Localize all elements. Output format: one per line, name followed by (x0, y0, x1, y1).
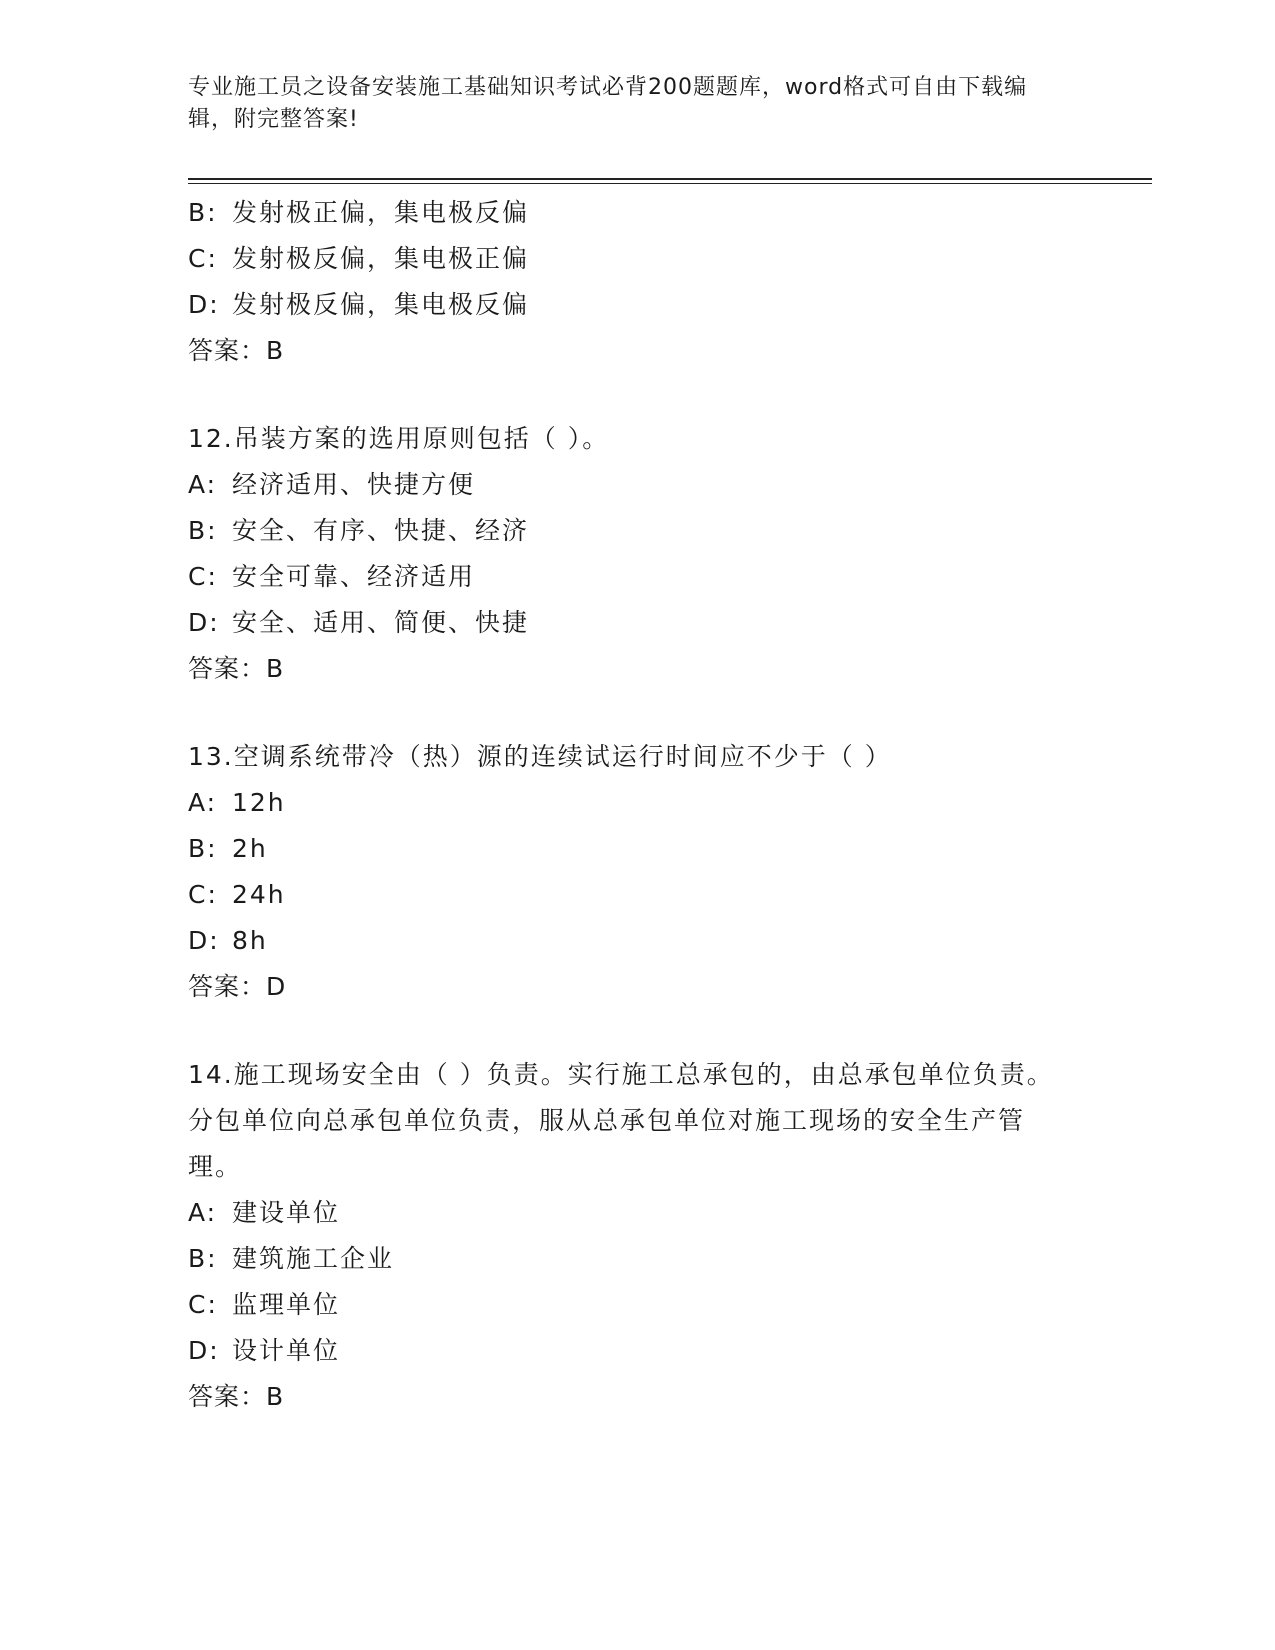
document-title: 专业施工员之设备安装施工基础知识考试必背200题题库，word格式可自由下载编辑，附完整答案! (188, 75, 1028, 132)
header-divider-thick (188, 178, 1152, 180)
option-label: B: (188, 198, 218, 227)
option-label: A: (188, 470, 218, 499)
question-stem: 14.施工现场安全由（ ）负责。实行施工总承包的，由总承包单位负责。分包单位向总承包单位负责，服从总承包单位对施工现场的安全生产管理。 (188, 1060, 1054, 1181)
option-text: 建设单位 (232, 1198, 341, 1227)
option-d (188, 600, 1068, 646)
question-block-12 (188, 416, 1068, 692)
option-d (188, 282, 1068, 328)
option-b (188, 826, 1068, 872)
option-text: 安全、有序、快捷、经济 (232, 516, 530, 545)
option-label: B: (188, 1244, 218, 1273)
option-text: 2h (232, 834, 268, 863)
option-text: 发射极反偏，集电极正偏 (232, 244, 530, 273)
option-a (188, 462, 1068, 508)
option-c (188, 236, 1068, 282)
option-a (188, 1190, 1068, 1236)
option-label: C: (188, 880, 218, 909)
answer-line: 答案：B (188, 336, 285, 365)
question-stem: 12.吊装方案的选用原则包括（ ）。 (188, 424, 610, 453)
header-divider-thin (188, 183, 1152, 184)
option-c (188, 554, 1068, 600)
answer-line: 答案：D (188, 972, 287, 1001)
option-label: C: (188, 1290, 218, 1319)
option-text: 发射极反偏，集电极反偏 (232, 290, 530, 319)
option-text: 8h (232, 926, 268, 955)
answer-line: 答案：B (188, 1382, 285, 1411)
page-header (188, 72, 1068, 136)
option-d (188, 1328, 1068, 1374)
option-b (188, 508, 1068, 554)
option-text: 发射极正偏，集电极反偏 (232, 198, 530, 227)
question-list (188, 190, 1068, 1420)
option-label: C: (188, 562, 218, 591)
question-stem: 13.空调系统带冷（热）源的连续试运行时间应不少于（ ） (188, 742, 892, 771)
answer-line: 答案：B (188, 654, 285, 683)
option-label: A: (188, 1198, 218, 1227)
option-text: 经济适用、快捷方便 (232, 470, 476, 499)
option-text: 12h (232, 788, 286, 817)
option-text: 建筑施工企业 (232, 1244, 395, 1273)
option-text: 24h (232, 880, 286, 909)
option-label: B: (188, 834, 218, 863)
question-block-13 (188, 734, 1068, 1010)
question-block-continued (188, 190, 1068, 374)
option-text: 安全、适用、简便、快捷 (232, 608, 530, 637)
option-label: D: (188, 608, 220, 637)
option-c (188, 872, 1068, 918)
option-c (188, 1282, 1068, 1328)
option-b (188, 190, 1068, 236)
option-label: D: (188, 290, 220, 319)
option-label: D: (188, 926, 220, 955)
option-label: D: (188, 1336, 220, 1365)
option-label: B: (188, 516, 218, 545)
option-label: C: (188, 244, 218, 273)
option-text: 监理单位 (232, 1290, 341, 1319)
option-label: A: (188, 788, 218, 817)
option-text: 设计单位 (232, 1336, 341, 1365)
option-text: 安全可靠、经济适用 (232, 562, 476, 591)
option-b (188, 1236, 1068, 1282)
option-a (188, 780, 1068, 826)
option-d (188, 918, 1068, 964)
question-block-14 (188, 1052, 1068, 1420)
